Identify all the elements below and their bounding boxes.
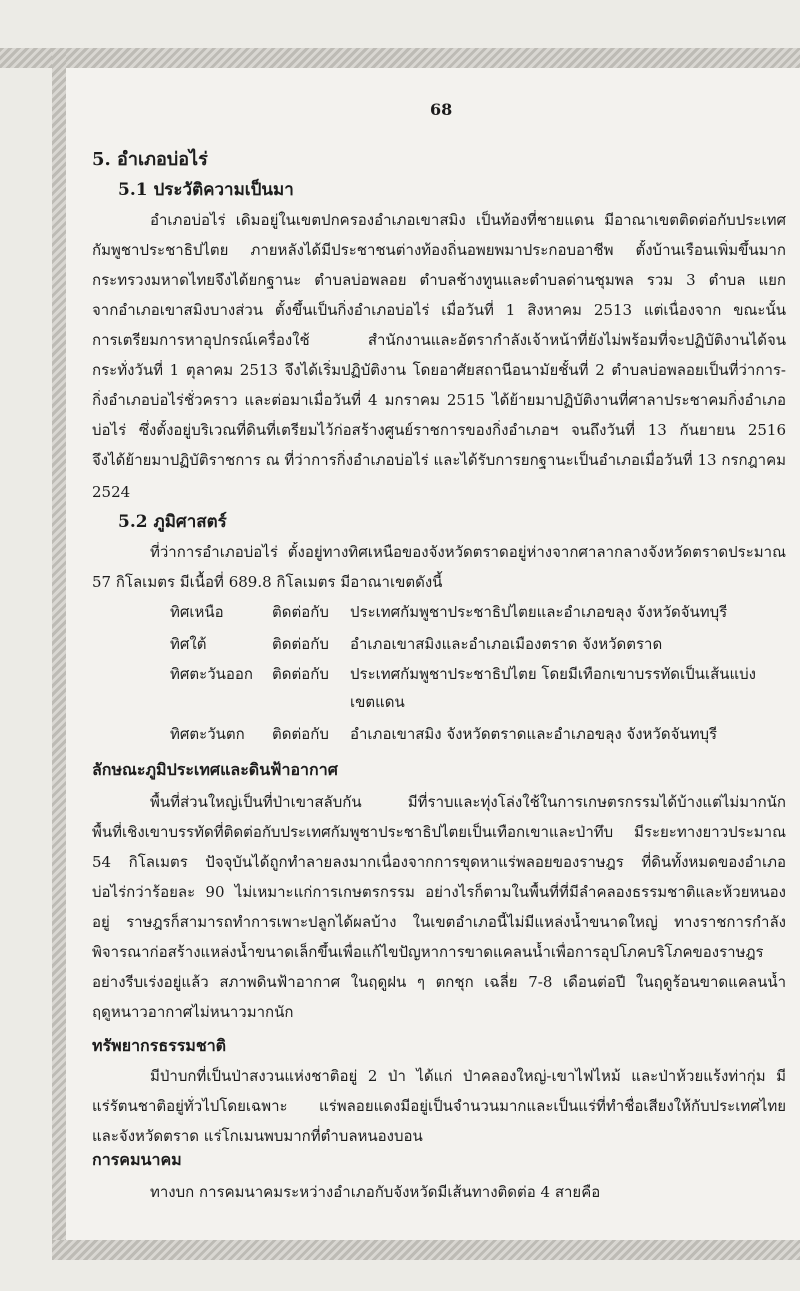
border-desc: ประเทศกัมพูชาประชาธิปไตย โดยมีเทือกเขาบรรทัดเป็นเส้นแบ่ง bbox=[350, 665, 756, 683]
terrain-line: พิจารณาก่อสร้างแหล่งน้ำขนาดเล็กขึ้นเพื่อแก้ไขปัญหาการขาดแคลนน้ำเพื่อการอุปโภคบริโภคของราษฎร bbox=[92, 943, 764, 961]
terrain-heading: ลักษณะภูมิประเทศและดินฟ้าอากาศ bbox=[92, 760, 338, 779]
scan-border-left bbox=[52, 48, 66, 1258]
history-line: 2524 bbox=[92, 483, 131, 501]
scan-border-top bbox=[0, 48, 800, 68]
geography-line: 57 กิโลเมตร มีเนื้อที่ 689.8 กิโลเมตร มีอาณาเขตดังนี้ bbox=[92, 573, 443, 591]
transport-line: ทางบก การคมนาคมระหว่างอำเภอกับจังหวัดมีเส้นทางติดต่อ 4 สายคือ bbox=[150, 1183, 601, 1201]
transport-heading: การคมนาคม bbox=[92, 1150, 182, 1169]
history-line: จึงได้ย้ายมาปฏิบัติราชการ ณ ที่ว่าการกิ่งอำเภอบ่อไร่ และได้รับการยกฐานะเป็นอำเภอเมื่อวันที่ 13 กรกฎาคม bbox=[92, 451, 786, 469]
resources-line: และจังหวัดตราด แร่โกเมนพบมากที่ตำบลหนองบอน bbox=[92, 1127, 423, 1145]
border-relation: ติดต่อกับ bbox=[272, 603, 329, 621]
terrain-line: พื้นที่ส่วนใหญ่เป็นที่ป่าเขาสลับกัน มีที่ราบและทุ่งโล่งใช้ในการเกษตรกรรมได้บ้างแต่ไม่มากนัก bbox=[150, 793, 786, 811]
border-relation: ติดต่อกับ bbox=[272, 725, 329, 743]
border-desc-continued: เขตแดน bbox=[350, 693, 405, 711]
terrain-line: บ่อไร่กว่าร้อยละ 90 ไม่เหมาะแก่การเกษตรกรรม อย่างไรก็ตามในพื้นที่ที่มีลำคลองธรรมชาติและห้วยหนอง bbox=[92, 883, 786, 901]
history-line: กระทรวงมหาดไทยจึงได้ยกฐานะ ตำบลบ่อพลอย ตำบลช้างทูนและตำบลด่านชุมพล รวม 3 ตำบล แยก bbox=[92, 271, 786, 289]
terrain-line: ฤดูหนาวอากาศไม่หนาวมากนัก bbox=[92, 1003, 294, 1021]
history-line: กิ่งอำเภอบ่อไร่ชั่วคราว และต่อมาเมื่อวันที่ 4 มกราคม 2515 ได้ย้ายมาปฏิบัติงานที่ศาลาประชาคมกิ่งอำเภอ bbox=[92, 391, 786, 409]
history-heading: 5.1 ประวัติความเป็นมา bbox=[118, 180, 294, 200]
history-line: บ่อไร่ ซึ่งตั้งอยู่บริเวณที่ดินที่เตรียมไว้ก่อสร้างศูนย์ราชการของกิ่งอำเภอฯ จนถึงวันที่ 13 กันยายน 2516 bbox=[92, 421, 786, 439]
history-line: จากอำเภอเขาสมิงบางส่วน ตั้งขึ้นเป็นกิ่งอำเภอบ่อไร่ เมื่อวันที่ 1 สิงหาคม 2513 แต่เนื่องจาก ขณะนั้น bbox=[92, 301, 786, 319]
history-line: การเตรียมการหาอุปกรณ์เครื่องใช้ สำนักงานและอัตรากำลังเจ้าหน้าที่ยังไม่พร้อมที่จะปฏิบัติงานได้จน bbox=[92, 331, 786, 349]
terrain-line: อยู่ ราษฎรก็สามารถทำการเพาะปลูกได้ผลบ้าง ในเขตอำเภอนี้ไม่มีแหล่งน้ำขนาดใหญ่ ทางราชการกำลัง bbox=[92, 913, 786, 931]
geography-heading: 5.2 ภูมิศาสตร์ bbox=[118, 512, 227, 532]
border-desc: อำเภอเขาสมิง จังหวัดตราดและอำเภอขลุง จังหวัดจันทบุรี bbox=[350, 725, 718, 743]
terrain-line: อย่างรีบเร่งอยู่แล้ว สภาพดินฟ้าอากาศ ในฤดูฝน ๆ ตกชุก เฉลี่ย 7-8 เดือนต่อปี ในฤดูร้อนขาดแคลนน้ำ bbox=[92, 973, 786, 991]
terrain-line: พื้นที่เชิงเขาบรรทัดที่ติดต่อกับประเทศกัมพูชาประชาธิปไตยเป็นเทือกเขาและป่าทึบ มีระยะทางยาวประมาณ bbox=[92, 823, 786, 841]
geography-line: ที่ว่าการอำเภอบ่อไร่ ตั้งอยู่ทางทิศเหนือของจังหวัดตราดอยู่ห่างจากศาลากลางจังหวัดตราดประมาณ bbox=[150, 543, 786, 561]
district-heading: 5. อำเภอบ่อไร่ bbox=[92, 149, 208, 170]
border-desc: อำเภอเขาสมิงและอำเภอเมืองตราด จังหวัดตราด bbox=[350, 635, 663, 653]
border-direction: ทิศตะวันออก bbox=[170, 665, 253, 683]
resources-line: แร่รัตนชาติอยู่ทั่วไปโดยเฉพาะ แร่พลอยแดงมีอยู่เป็นจำนวนมากและเป็นแร่ที่ทำชื่อเสียงให้กับประเทศไทย bbox=[92, 1097, 786, 1115]
border-direction: ทิศใต้ bbox=[170, 635, 207, 653]
border-relation: ติดต่อกับ bbox=[272, 635, 329, 653]
border-direction: ทิศเหนือ bbox=[170, 603, 224, 621]
scan-border-bottom bbox=[52, 1240, 800, 1260]
history-line: กัมพูชาประชาธิปไตย ภายหลังได้มีประชาชนต่างท้องถิ่นอพยพมาประกอบอาชีพ ตั้งบ้านเรือนเพิ่มขึ้นมาก bbox=[92, 241, 786, 259]
history-line: กระทั่งวันที่ 1 ตุลาคม 2513 จึงได้เริ่มปฏิบัติงาน โดยอาศัยสถานีอนามัยชั้นที่ 2 ตำบลบ่อพลอยเป็นที่ว่าการ- bbox=[92, 361, 786, 379]
resources-heading: ทรัพยากรธรรมชาติ bbox=[92, 1036, 227, 1055]
border-desc: ประเทศกัมพูชาประชาธิปไตยและอำเภอขลุง จังหวัดจันทบุรี bbox=[350, 603, 728, 621]
resources-line: มีป่าบกที่เป็นป่าสงวนแห่งชาติอยู่ 2 ป่า ได้แก่ ป่าคลองใหญ่-เขาไฟไหม้ และป่าห้วยแร้งท่ากุ่ม มี bbox=[150, 1067, 786, 1085]
border-relation: ติดต่อกับ bbox=[272, 665, 329, 683]
history-line: อำเภอบ่อไร่ เดิมอยู่ในเขตปกครองอำเภอเขาสมิง เป็นท้องที่ชายแดน มีอาณาเขตติดต่อกับประเทศ bbox=[150, 211, 786, 229]
border-direction: ทิศตะวันตก bbox=[170, 725, 245, 743]
page-number: 68 bbox=[430, 100, 453, 119]
terrain-line: 54 กิโลเมตร ปัจจุบันได้ถูกทำลายลงมากเนื่องจากการขุดหาแร่พลอยของราษฎร ที่ดินทั้งหมดของอำเภอ bbox=[92, 853, 786, 871]
